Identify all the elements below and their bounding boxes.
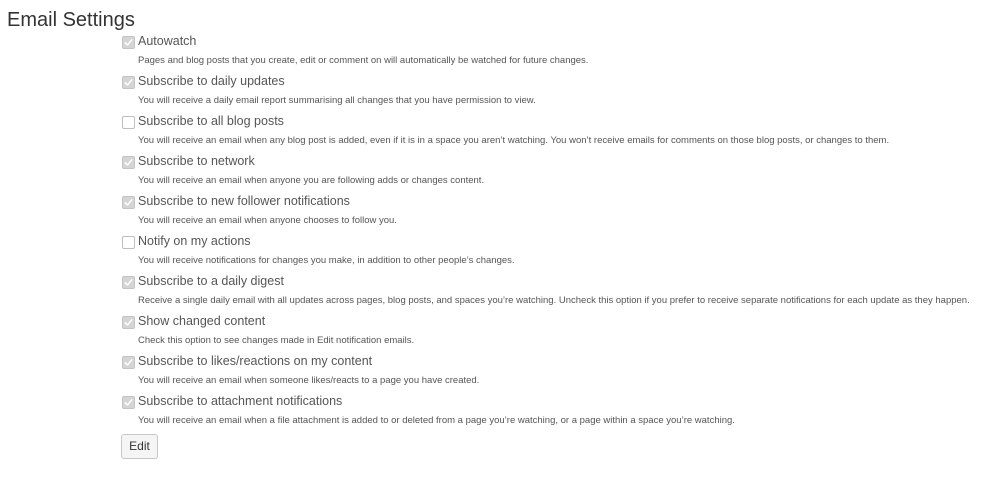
- checkmark-icon: [124, 198, 133, 207]
- setting-daily-digest: [122, 273, 992, 313]
- setting-description: Check this option to see changes made in Edit notification emails.: [138, 335, 415, 346]
- setting-label: Autowatch: [138, 34, 197, 48]
- setting-label: Show changed content: [138, 314, 266, 328]
- setting-label: Subscribe to all blog posts: [138, 114, 284, 128]
- setting-description: Receive a single daily email with all updates across pages, blog posts, and spaces you’re watching. Uncheck this option if you prefer to receive separate notifications for each update as they happen.: [138, 295, 970, 306]
- checkmark-icon: [124, 78, 133, 87]
- network-checkbox: [122, 156, 135, 169]
- settings-list: [122, 33, 992, 433]
- setting-label: Subscribe to network: [138, 154, 255, 168]
- new-follower-notifications-checkbox: [122, 196, 135, 209]
- setting-daily-updates: [122, 73, 992, 113]
- autowatch-checkbox: [122, 36, 135, 49]
- daily-digest-checkbox: [122, 276, 135, 289]
- setting-description: You will receive an email when any blog post is added, even if it is in a space you aren’t watching. You won’t receive emails for comments on those blog posts, or changes to them.: [138, 135, 890, 146]
- checkmark-icon: [124, 158, 133, 167]
- setting-label: Subscribe to a daily digest: [138, 274, 284, 288]
- setting-description: You will receive an email when anyone you are following adds or changes content.: [138, 175, 485, 186]
- page-title: Email Settings: [7, 9, 135, 31]
- setting-label: Subscribe to attachment notifications: [138, 394, 343, 408]
- setting-label: Subscribe to likes/reactions on my content: [138, 354, 373, 368]
- setting-network: [122, 153, 992, 193]
- setting-description: You will receive a daily email report summarising all changes that you have permission to view.: [138, 95, 536, 106]
- checkmark-icon: [124, 38, 133, 47]
- setting-label: Subscribe to daily updates: [138, 74, 285, 88]
- setting-description: You will receive notifications for changes you make, in addition to other people’s changes.: [138, 255, 515, 266]
- notify-on-my-actions-checkbox: [122, 236, 135, 249]
- checkmark-icon: [124, 318, 133, 327]
- setting-label: Notify on my actions: [138, 234, 251, 248]
- setting-description: You will receive an email when anyone chooses to follow you.: [138, 215, 397, 226]
- setting-autowatch: [122, 33, 992, 73]
- show-changed-content-checkbox: [122, 316, 135, 329]
- setting-notify-on-my-actions: [122, 233, 992, 273]
- all-blog-posts-checkbox: [122, 116, 135, 129]
- checkmark-icon: [124, 398, 133, 407]
- setting-description: Pages and blog posts that you create, edit or comment on will automatically be watched for future changes.: [138, 55, 589, 66]
- setting-description: You will receive an email when a file attachment is added to or deleted from a page you’re watching, or a page within a space you’re watching.: [138, 415, 735, 426]
- attachment-notifications-checkbox: [122, 396, 135, 409]
- checkmark-icon: [124, 358, 133, 367]
- setting-attachment-notifications: [122, 393, 992, 433]
- setting-all-blog-posts: [122, 113, 992, 153]
- checkmark-icon: [124, 278, 133, 287]
- edit-button[interactable]: Edit: [121, 434, 158, 459]
- setting-label: Subscribe to new follower notifications: [138, 194, 350, 208]
- daily-updates-checkbox: [122, 76, 135, 89]
- likes-reactions-checkbox: [122, 356, 135, 369]
- setting-new-follower-notifications: [122, 193, 992, 233]
- setting-show-changed-content: [122, 313, 992, 353]
- setting-description: You will receive an email when someone likes/reacts to a page you have created.: [138, 375, 480, 386]
- setting-likes-reactions: [122, 353, 992, 393]
